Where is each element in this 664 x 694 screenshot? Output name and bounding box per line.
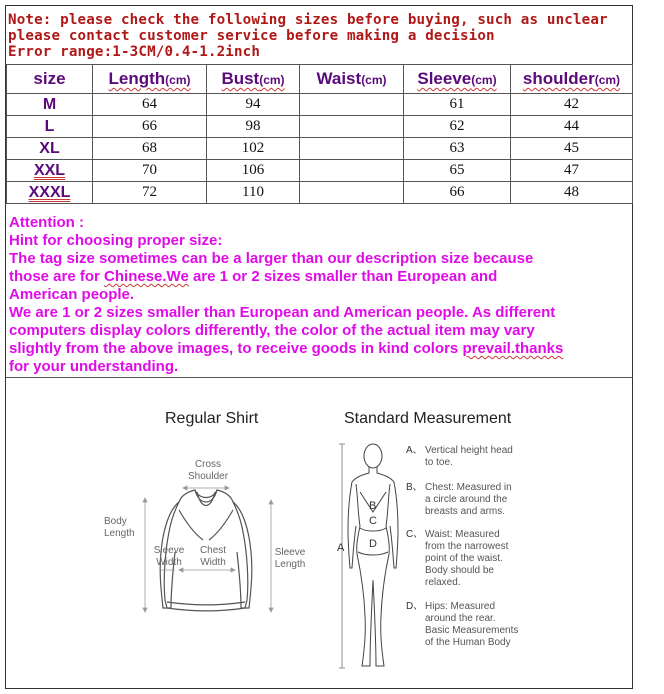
figure-letter-b: B (369, 500, 377, 512)
attention-line: slightly from the above images, to receive goods in kind colors prevail.thanks (9, 340, 564, 357)
sleeve-cell: 62 (404, 116, 511, 138)
shirt-title: Regular Shirt (165, 410, 259, 427)
sleeve-cell: 66 (404, 182, 511, 204)
bust-cell: 98 (207, 116, 300, 138)
bust-cell: 94 (207, 94, 300, 116)
cross-shoulder-label: Cross Shoulder (188, 459, 229, 482)
table-row (7, 182, 633, 204)
length-cell: 72 (93, 182, 207, 204)
waist-cell (300, 94, 404, 116)
figure-letter-c: C (369, 515, 377, 527)
figure-letter-a: A (337, 542, 345, 554)
attention-block (9, 214, 631, 376)
header-size: size (7, 65, 93, 94)
attention-line: computers display colors differently, the color of the actual item may vary (9, 322, 535, 339)
table-row (7, 94, 633, 116)
shoulder-cell: 45 (511, 138, 633, 160)
bust-cell: 106 (207, 160, 300, 182)
size-cell: L (7, 116, 93, 138)
attention-line: We are 1 or 2 sizes smaller than European and American people. As different (9, 304, 556, 321)
sleeve-width-label: Sleeve Width (153, 545, 185, 568)
length-cell: 68 (93, 138, 207, 160)
header-length: Length(cm) (93, 65, 207, 94)
shoulder-cell: 44 (511, 116, 633, 138)
figure-letter-d: D (369, 538, 377, 550)
attention-hint: Hint for choosing proper size: (9, 232, 223, 249)
waist-cell (300, 116, 404, 138)
header-waist: Waist(cm) (300, 65, 404, 94)
attention-title: Attention : (9, 214, 84, 231)
note-line: please contact customer service before making a decision (8, 28, 495, 44)
table-row (7, 116, 633, 138)
size-cell: M (7, 94, 93, 116)
attention-line: The tag size sometimes can be a larger than our description size because (9, 250, 534, 267)
section-divider (6, 377, 633, 378)
shoulder-cell: 47 (511, 160, 633, 182)
sleeve-cell: 65 (404, 160, 511, 182)
table-row (7, 160, 633, 182)
header-sleeve: Sleeve(cm) (404, 65, 511, 94)
chest-width-label: Chest Width (199, 545, 227, 568)
note-line: Error range:1-3CM/0.4-1.2inch (8, 44, 261, 60)
size-chart-page: Note: please check the following sizes before buying, such as unclear please contact customer service before making a decision Error range:1-3CM/0.4-1.2inch size Length(cm) Bust(cm) Waist(cm) Sleeve(cm) shoulder(cm) M 64 94 61 42 L 66 98 62 44 XL 68 102 63 45 XXL 70 106 65 47 XXXL 72 110 66 48 Attention : Hint for choosing proper size: The tag size sometimes can be a larger than our description size because those are for Chinese.We are 1 or 2 sizes smaller than European and American people. We are 1 or 2 sizes smaller than European and American people. As different computers display colors differently, the color of the actual item may vary slightly from the above images, to receive goods in kind colors prevail.thanks for your understanding. Regular Shirt Standard Measurement Cross Shoulder Body Length Sleeve Width Chest Width Sleeve Length A B C D A、 Vertical height head to toe. B、 Chest: Measured in a circle around the breasts and arms. C、 Waist: Measured from the narrowest point of the waist. Body should be relaxed. D、 Hips: Measured around the rear. Basic Measurements of the Human Body (0, 0, 664, 694)
sleeve-cell: 61 (404, 94, 511, 116)
length-cell: 70 (93, 160, 207, 182)
shoulder-cell: 42 (511, 94, 633, 116)
waist-cell (300, 138, 404, 160)
body-length-label: Body Length (104, 516, 135, 539)
size-cell: XXL (7, 160, 93, 182)
sleeve-length-label: Sleeve Length (274, 547, 306, 570)
body-figure-illustration (338, 440, 408, 672)
table-header-row (7, 65, 633, 94)
header-shoulder: shoulder(cm) (511, 65, 633, 94)
bust-cell: 102 (207, 138, 300, 160)
shoulder-cell: 48 (511, 182, 633, 204)
waist-cell (300, 160, 404, 182)
attention-line: those are for Chinese.We are 1 or 2 sizes smaller than European and (9, 268, 498, 285)
sleeve-cell: 63 (404, 138, 511, 160)
note-block (8, 12, 632, 60)
attention-line: American people. (9, 286, 135, 303)
size-cell: XXXL (7, 182, 93, 204)
attention-line: for your understanding. (9, 358, 179, 375)
header-bust: Bust(cm) (207, 65, 300, 94)
length-cell: 64 (93, 94, 207, 116)
size-table (6, 64, 633, 204)
length-cell: 66 (93, 116, 207, 138)
table-row (7, 138, 633, 160)
bust-cell: 110 (207, 182, 300, 204)
size-cell: XL (7, 138, 93, 160)
measure-title: Standard Measurement (344, 410, 512, 427)
waist-cell (300, 182, 404, 204)
note-line: Note: please check the following sizes before buying, such as unclear (8, 12, 608, 28)
